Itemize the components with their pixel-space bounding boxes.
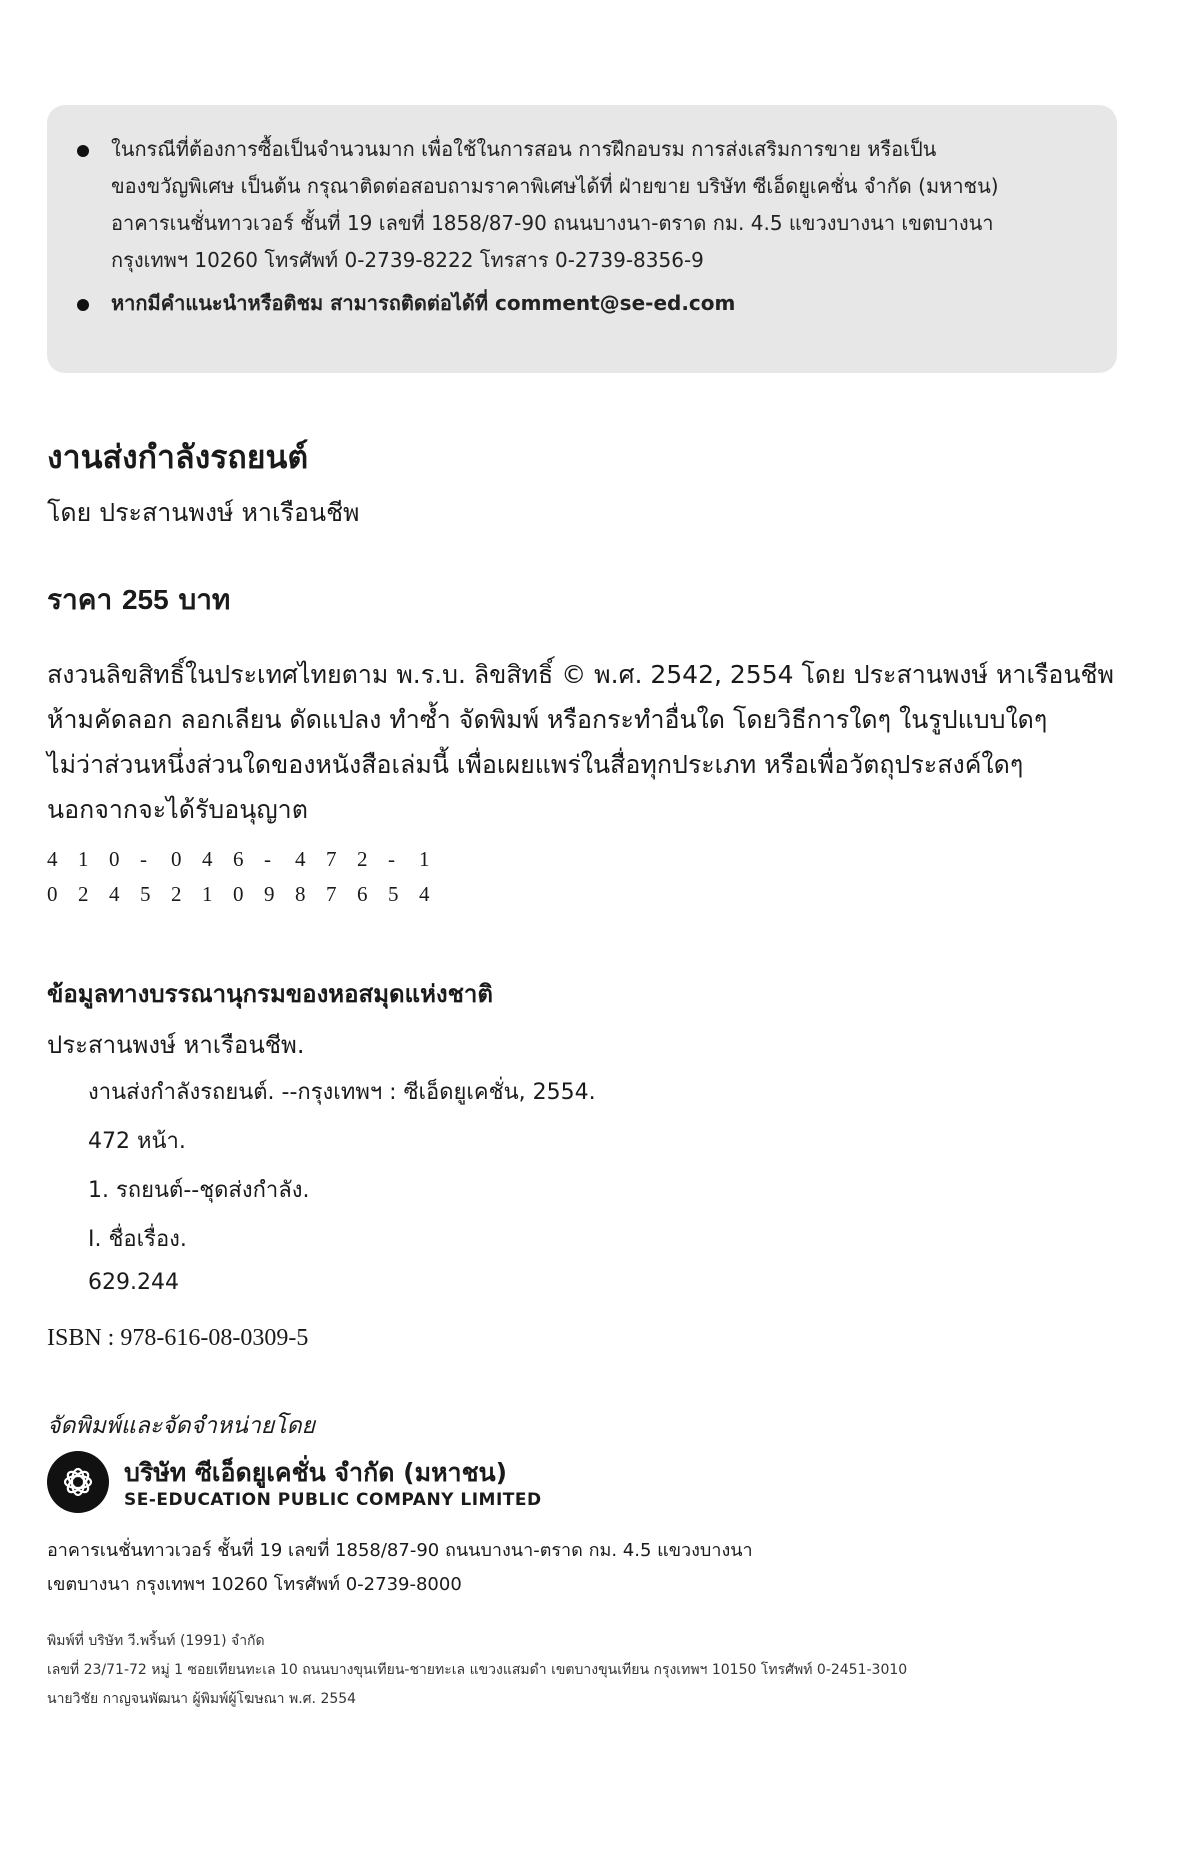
number-digit: 2 <box>357 847 368 871</box>
number-digit: 7 <box>326 847 337 871</box>
number-digit: - <box>140 847 147 871</box>
number-digit: 0 <box>171 847 182 871</box>
printer-line: เลขที่ 23/71-72 หมู่ 1 ซอยเทียนทะเล 10 ถนนบางขุนเทียน-ชายทะเล แขวงแสมดำ เขตบางขุนเทียน กรุงเทพฯ 10150 โทรศัพท์ 0-2451-3010 <box>47 1662 908 1678</box>
address-line: อาคารเนชั่นทาวเวอร์ ชั้นที่ 19 เลขที่ 1858/87-90 ถนนบางนา-ตราด กม. 4.5 แขวงบางนา <box>47 1540 753 1561</box>
notice-line: อาคารเนชั่นทาวเวอร์ ชั้นที่ 19 เลขที่ 1858/87-90 ถนนบางนา-ตราด กม. 4.5 แขวงบางนา เขตบางนา <box>111 211 994 235</box>
number-digit: 5 <box>388 882 399 906</box>
cip-author: ประสานพงษ์ หาเรือนชีพ. <box>47 1031 305 1059</box>
number-digit: 6 <box>357 882 368 906</box>
number-digit: 1 <box>419 847 430 871</box>
number-digit: 4 <box>202 847 213 871</box>
number-digit: 0 <box>109 847 120 871</box>
number-digit: 0 <box>47 882 58 906</box>
number-digit: 4 <box>47 847 58 871</box>
cip-line: I. ชื่อเรื่อง. <box>88 1227 187 1252</box>
printer-info <box>47 1627 907 1714</box>
notice-bullet-feedback <box>77 285 1089 322</box>
number-digit: 4 <box>109 882 120 906</box>
publisher-label: จัดพิมพ์และจัดจำหน่ายโดย <box>47 1413 316 1439</box>
book-title: งานส่งกำลังรถยนต์ <box>47 438 309 476</box>
publisher-name-english: SE-EDUCATION PUBLIC COMPANY LIMITED <box>124 1490 542 1510</box>
cip-line: 629.244 <box>88 1270 179 1295</box>
number-digit: 1 <box>78 847 89 871</box>
cip-line: 472 หน้า. <box>88 1129 186 1154</box>
number-digit: - <box>388 847 395 871</box>
number-digit: 2 <box>78 882 89 906</box>
notice-bullet-bulk-order <box>77 131 1089 279</box>
notice-box <box>47 105 1117 373</box>
bullet-dot-icon <box>77 145 89 157</box>
printer-line: นายวิชัย กาญจนพัฒนา ผู้พิมพ์ผู้โฆษณา พ.ศ. 2554 <box>47 1691 357 1707</box>
address-line: เขตบางนา กรุงเทพฯ 10260 โทรศัพท์ 0-2739-8000 <box>47 1574 462 1595</box>
number-digit: 0 <box>233 882 244 906</box>
number-digit: 4 <box>295 847 306 871</box>
feedback-line: หากมีคำแนะนำหรือติชม สามารถติดต่อได้ที่ comment@se-ed.com <box>111 291 736 315</box>
notice-line: ของขวัญพิเศษ เป็นต้น กรุณาติดต่อสอบถามราคาพิเศษได้ที่ ฝ่ายขาย บริษัท ซีเอ็ดยูเคชั่น จำกัด (มหาชน) <box>111 174 999 198</box>
cip-heading: ข้อมูลทางบรรณานุกรมของหอสมุดแห่งชาติ <box>47 980 493 1008</box>
copyright-line: ห้ามคัดลอก ลอกเลียน ดัดแปลง ทำซ้ำ จัดพิมพ์ หรือกระทำอื่นใด โดยวิธีการใดๆ ในรูปแบบใดๆ <box>47 705 1048 734</box>
number-digit: - <box>264 847 271 871</box>
copyright-notice <box>47 652 1114 832</box>
publisher-logo-icon <box>47 1451 109 1513</box>
book-author: โดย ประสานพงษ์ หาเรือนชีพ <box>47 498 360 527</box>
number-digit: 4 <box>419 882 430 906</box>
printer-line: พิมพ์ที่ บริษัท วี.พริ้นท์ (1991) จำกัด <box>47 1633 265 1649</box>
number-digit: 8 <box>295 882 306 906</box>
isbn: ISBN : 978-616-08-0309-5 <box>47 1325 309 1351</box>
price-unit: บาท <box>178 583 231 616</box>
print-number-row <box>47 882 450 907</box>
cip-line: งานส่งกำลังรถยนต์. --กรุงเทพฯ : ซีเอ็ดยูเคชั่น, 2554. <box>88 1080 596 1105</box>
print-number-row <box>47 847 450 872</box>
price-value: 255 <box>121 584 169 615</box>
number-digit: 1 <box>202 882 213 906</box>
book-price <box>47 578 230 622</box>
notice-line: กรุงเทพฯ 10260 โทรศัพท์ 0-2739-8222 โทรสาร 0-2739-8356-9 <box>111 248 704 272</box>
copyright-line: นอกจากจะได้รับอนุญาต <box>47 795 308 824</box>
publisher-name-thai: บริษัท ซีเอ็ดยูเคชั่น จำกัด (มหาชน) <box>124 1458 508 1487</box>
publisher-address <box>47 1534 753 1602</box>
copyright-line: ไม่ว่าส่วนหนึ่งส่วนใดของหนังสือเล่มนี้ เพื่อเผยแพร่ในสื่อทุกประเภท หรือเพื่อวัตถุประสงค์ใดๆ <box>47 750 1024 779</box>
copyright-line: สงวนลิขสิทธิ์ในประเทศไทยตาม พ.ร.บ. ลิขสิทธิ์ © พ.ศ. 2542, 2554 โดย ประสานพงษ์ หาเรือนชีพ <box>47 660 1114 689</box>
number-digit: 5 <box>140 882 151 906</box>
cip-line: 1. รถยนต์--ชุดส่งกำลัง. <box>88 1178 310 1203</box>
cip-entry <box>88 1074 596 1319</box>
number-digit: 6 <box>233 847 244 871</box>
number-digit: 7 <box>326 882 337 906</box>
bullet-dot-icon <box>77 299 89 311</box>
number-digit: 9 <box>264 882 275 906</box>
number-digit: 2 <box>171 882 182 906</box>
price-label: ราคา <box>47 583 113 616</box>
notice-line: ในกรณีที่ต้องการซื้อเป็นจำนวนมาก เพื่อใช้ในการสอน การฝึกอบรม การส่งเสริมการขาย หรือเป็น <box>111 137 937 161</box>
